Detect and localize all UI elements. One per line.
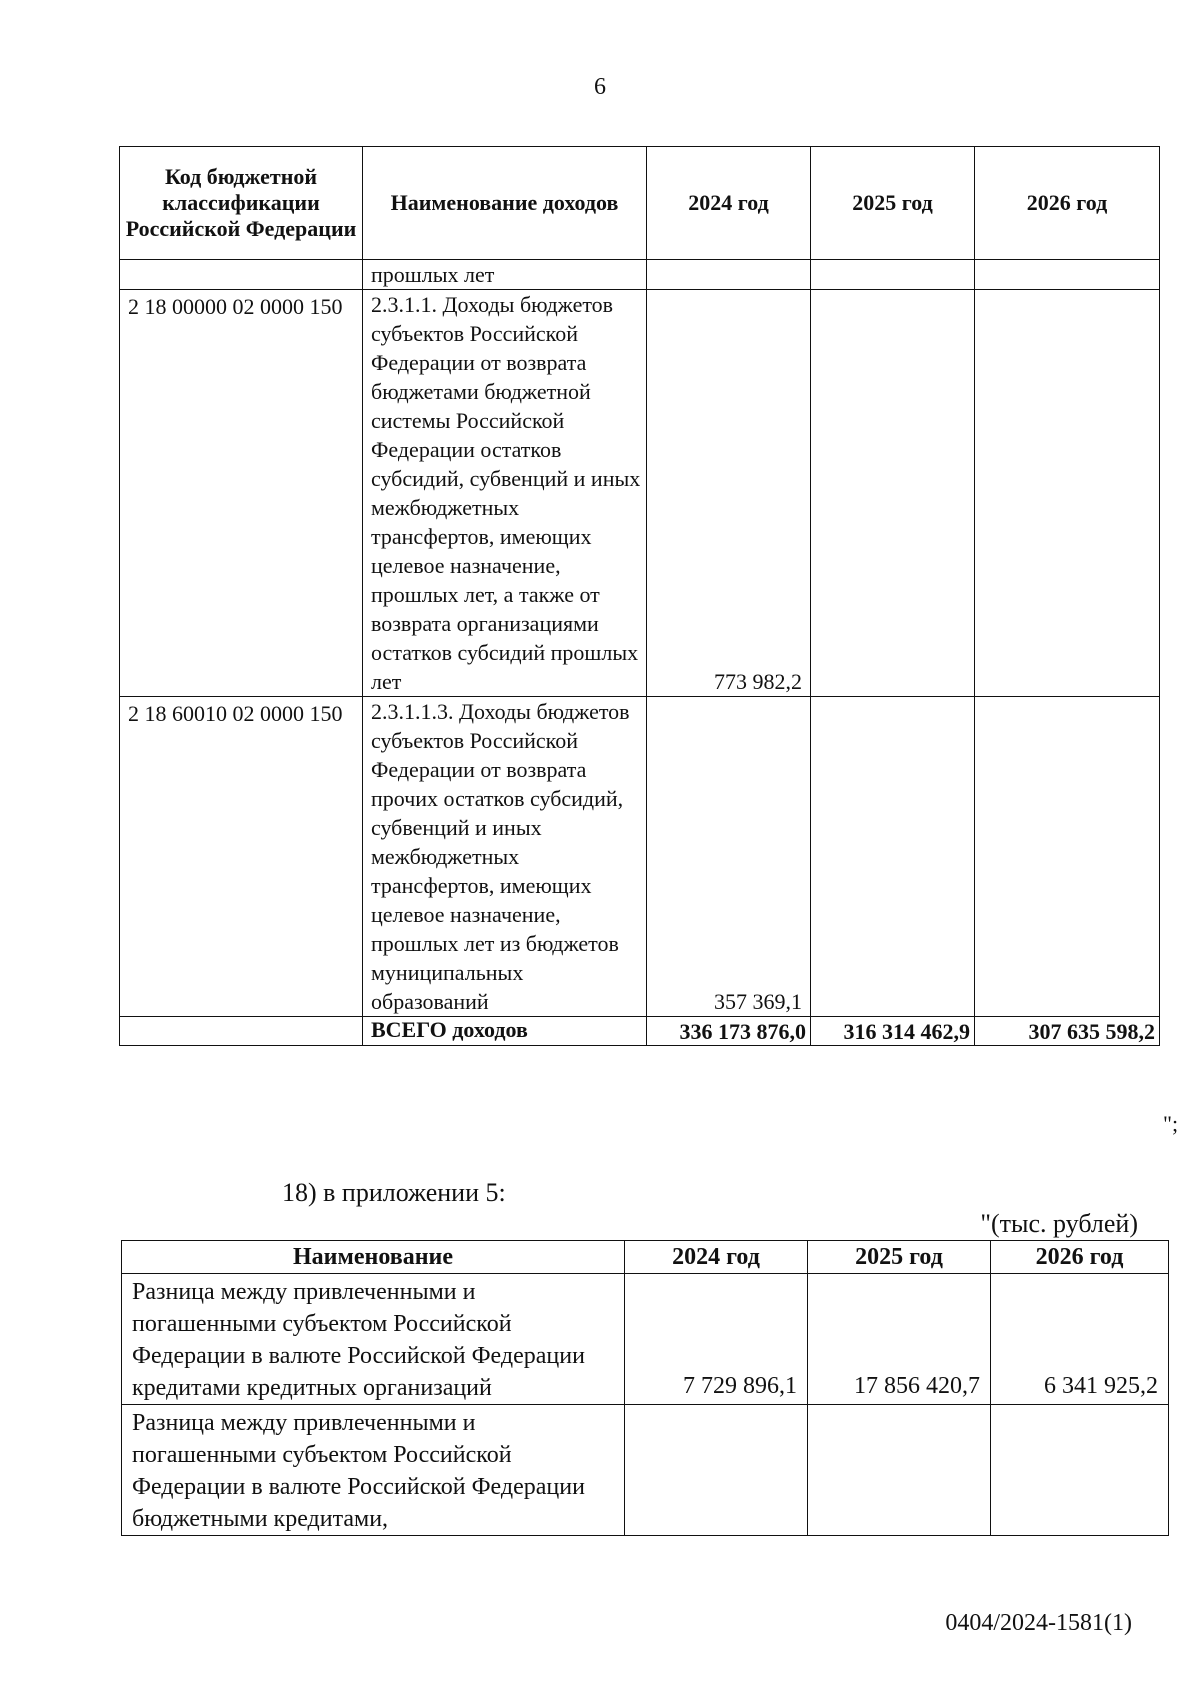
total-label: ВСЕГО доходов xyxy=(363,1017,647,1046)
total-2024: 336 173 876,0 xyxy=(647,1017,811,1046)
value-2025 xyxy=(811,290,975,697)
table-cell xyxy=(120,1017,363,1046)
income-table xyxy=(119,146,1160,1046)
total-2026: 307 635 598,2 xyxy=(975,1017,1160,1046)
table-cell xyxy=(975,260,1160,290)
value-2026 xyxy=(975,697,1160,1017)
header-2026: 2026 год xyxy=(991,1241,1169,1274)
value-2025 xyxy=(808,1405,991,1536)
table-header-row xyxy=(122,1241,1169,1274)
table-header-row xyxy=(120,147,1160,260)
value-2026 xyxy=(991,1405,1169,1536)
table-row xyxy=(120,290,1160,697)
table-cell xyxy=(120,260,363,290)
value-2025 xyxy=(811,697,975,1017)
value-2025: 17 856 420,7 xyxy=(808,1274,991,1405)
closing-quote-mark: "; xyxy=(1163,1111,1179,1136)
income-name: 2.3.1.1.3. Доходы бюджетов субъектов Российской Федерации от возврата прочих остатков субсидий, субвенций и иных межбюджетных трансфертов, имеющих целевое назначение, прошлых лет из бюджетов муниципальных образований xyxy=(363,697,647,1017)
header-2026: 2026 год xyxy=(975,147,1160,260)
header-name: Наименование xyxy=(122,1241,625,1274)
income-name: 2.3.1.1. Доходы бюджетов субъектов Российской Федерации от возврата бюджетами бюджетной системы Российской Федерации остатков субсидий, субвенций и иных межбюджетных трансфертов, имеющих целевое назначение, прошлых лет, а также от возврата организациями остатков субсидий прошлых лет xyxy=(363,290,647,697)
header-code: Код бюджетной классификации Российской Федерации xyxy=(120,147,363,260)
page-number: 6 xyxy=(594,74,606,100)
value-2026 xyxy=(975,290,1160,697)
total-2025: 316 314 462,9 xyxy=(811,1017,975,1046)
continuation-text: прошлых лет xyxy=(363,260,647,290)
section-heading: 18) в приложении 5: xyxy=(282,1178,506,1207)
document-code: 0404/2024-1581(1) xyxy=(945,1610,1132,1636)
value-2024: 357 369,1 xyxy=(647,697,811,1017)
budget-code: 2 18 00000 02 0000 150 xyxy=(120,290,363,697)
header-2024: 2024 год xyxy=(625,1241,808,1274)
item-name: Разница между привлеченными и погашенными субъектом Российской Федерации в валюте Российской Федерации кредитами кредитных организаций xyxy=(122,1274,625,1405)
table-cell xyxy=(811,260,975,290)
value-2024 xyxy=(625,1405,808,1536)
appendix-5-table xyxy=(121,1240,1169,1536)
table-row xyxy=(122,1274,1169,1405)
value-2026: 6 341 925,2 xyxy=(991,1274,1169,1405)
header-2024: 2024 год xyxy=(647,147,811,260)
budget-code: 2 18 60010 02 0000 150 xyxy=(120,697,363,1017)
table-row xyxy=(120,697,1160,1017)
value-2024: 7 729 896,1 xyxy=(625,1274,808,1405)
continuation-row xyxy=(120,260,1160,290)
header-income-name: Наименование доходов xyxy=(363,147,647,260)
header-2025: 2025 год xyxy=(811,147,975,260)
value-2024: 773 982,2 xyxy=(647,290,811,697)
unit-label: "(тыс. рублей) xyxy=(980,1209,1138,1238)
item-name: Разница между привлеченными и погашенными субъектом Российской Федерации в валюте Российской Федерации бюджетными кредитами, xyxy=(122,1405,625,1536)
table-cell xyxy=(647,260,811,290)
header-2025: 2025 год xyxy=(808,1241,991,1274)
total-row xyxy=(120,1017,1160,1046)
table-row xyxy=(122,1405,1169,1536)
